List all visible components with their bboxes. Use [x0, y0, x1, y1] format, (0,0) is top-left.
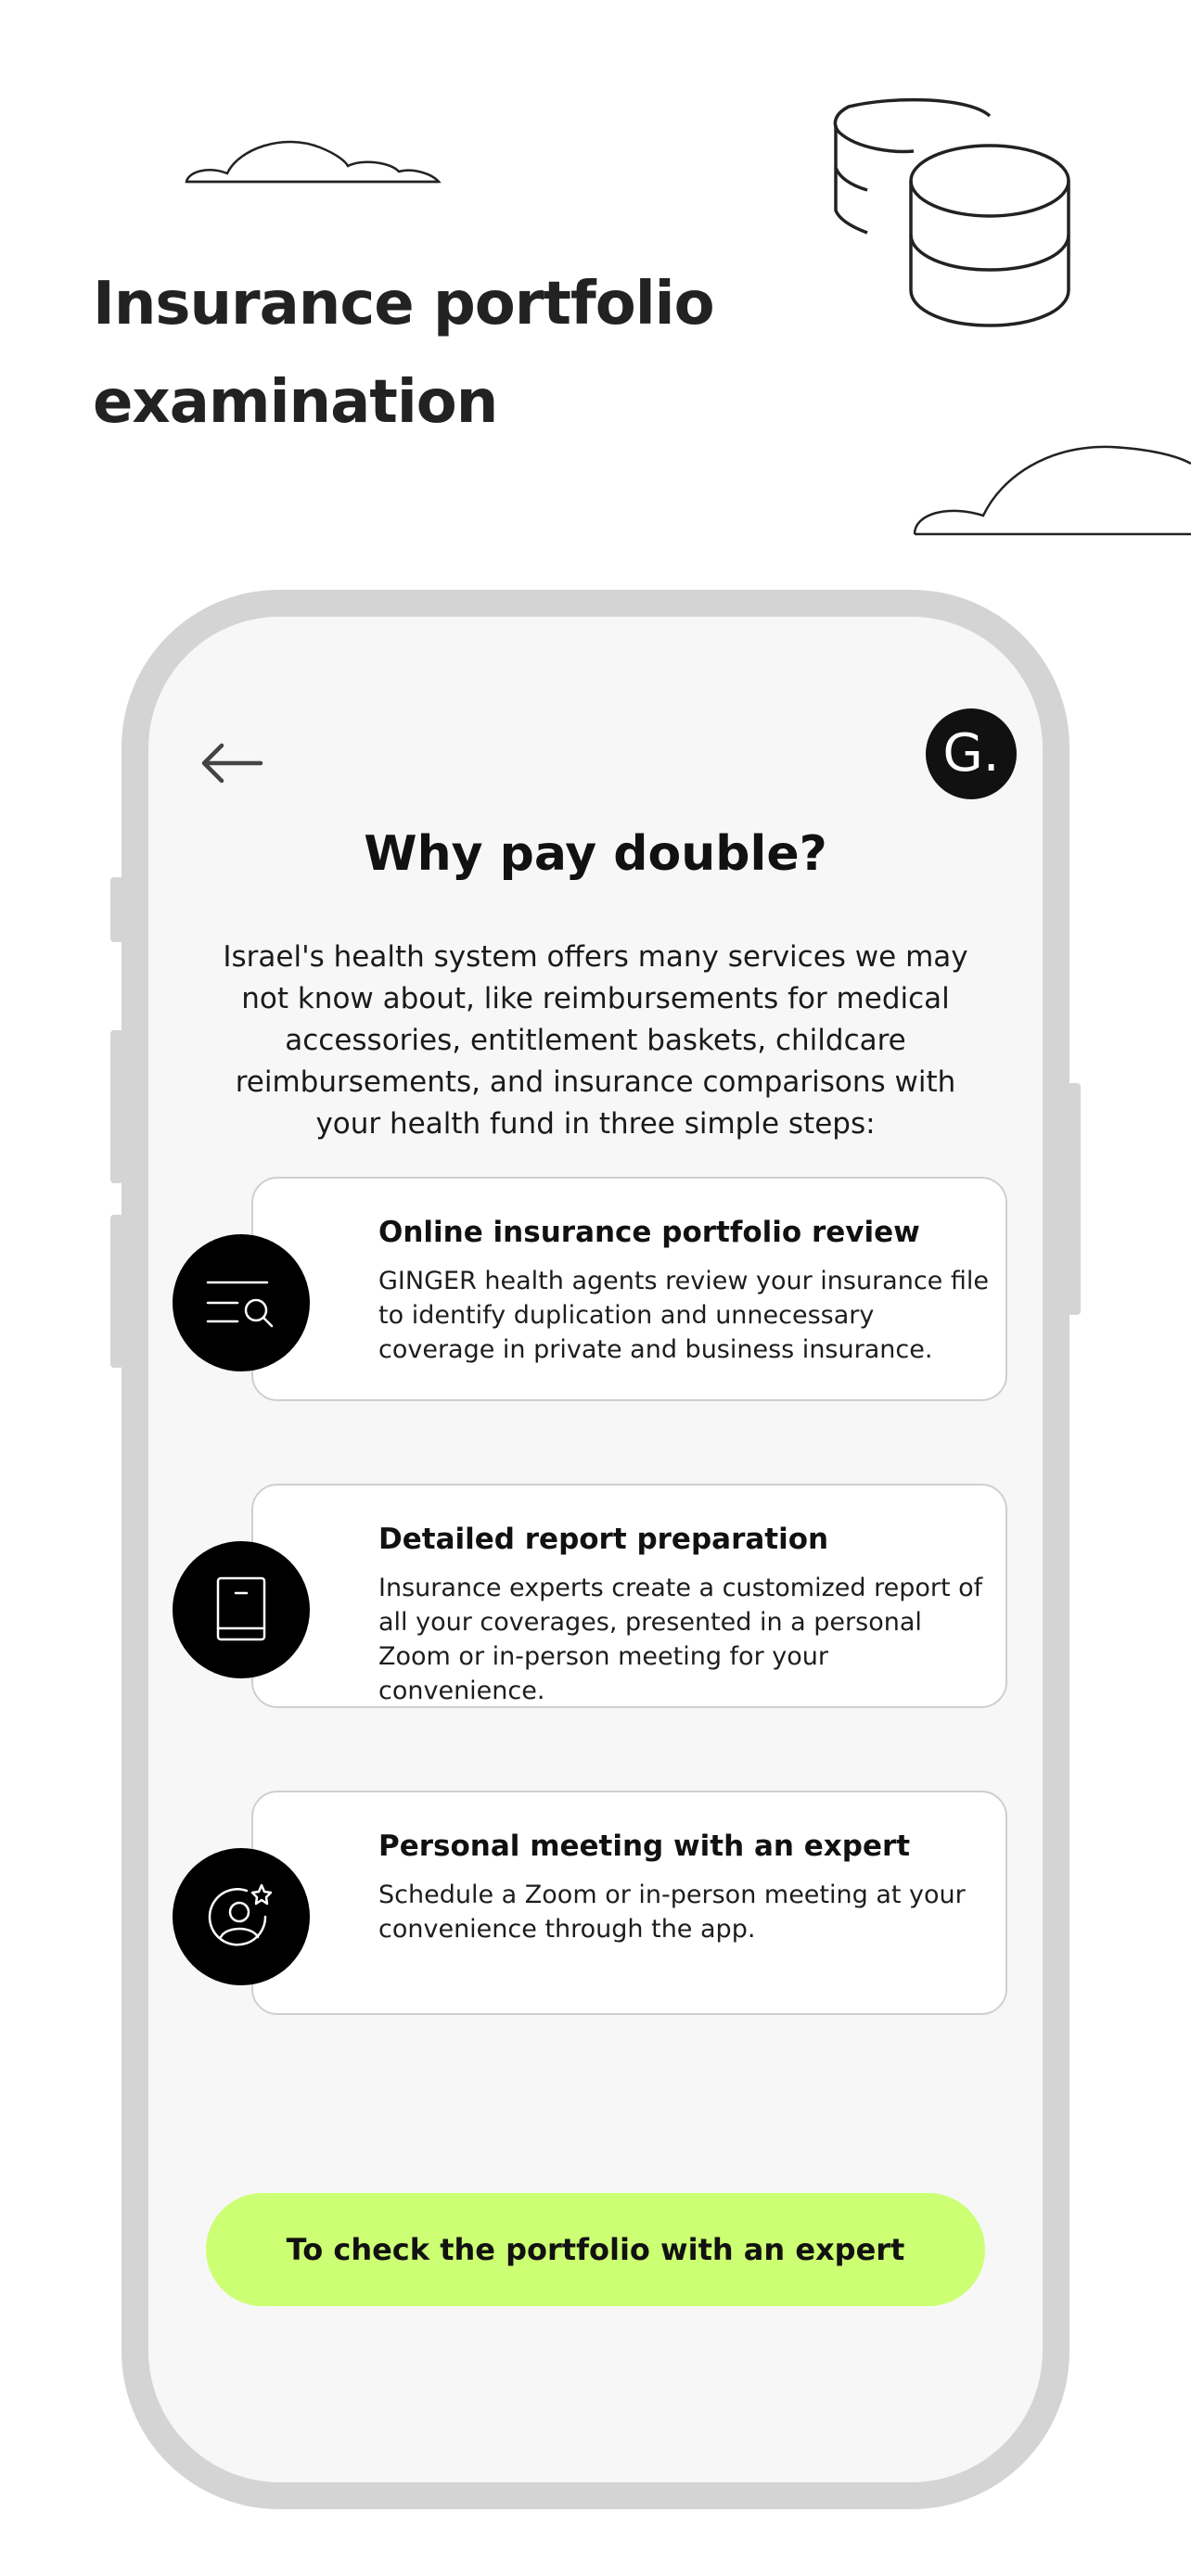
step-icon-badge [173, 1234, 310, 1371]
step-icon-badge [173, 1848, 310, 1985]
search-list-icon [204, 1275, 278, 1331]
report-book-icon [213, 1575, 269, 1645]
step-card [251, 1484, 1007, 1708]
intro-text: Israel's health system offers many services we may not know about, like reimbursements for medical accessories, entitlement baskets, childcare reimbursements, and insurance comparisons with your health fund in three simple steps: [223, 940, 968, 1141]
step-item [148, 1791, 1043, 2019]
check-portfolio-button-label: To check the portfolio with an expert [286, 2232, 905, 2267]
step-title: Personal meeting with an expert [378, 1830, 911, 1863]
back-button[interactable] [195, 735, 269, 791]
expert-avatar-icon [204, 1880, 278, 1954]
step-description: GINGER health agents review your insurance file to identify duplication and unnecessary coverage in private and business insurance. [378, 1267, 989, 1364]
brand-logo [926, 708, 1017, 799]
step-icon-badge [173, 1541, 310, 1678]
screen-title: Why pay double? [364, 826, 827, 882]
step-card [251, 1791, 1007, 2015]
cloud-illustration-right [909, 436, 1191, 538]
page-title: Insurance portfolio examination [93, 270, 714, 437]
step-card [251, 1177, 1007, 1401]
phone-side-button [110, 877, 123, 942]
cloud-illustration-left [181, 125, 445, 185]
phone-side-button [110, 1215, 123, 1368]
brand-logo-text: G. [942, 723, 1000, 784]
phone-side-button [1068, 1083, 1081, 1315]
coins-illustration [830, 88, 1085, 338]
arrow-left-icon [199, 742, 264, 784]
app-screen [148, 617, 1043, 2482]
step-title: Online insurance portfolio review [378, 1216, 920, 1249]
phone-mockup [122, 590, 1069, 2509]
phone-side-button [110, 1030, 123, 1183]
step-item [148, 1177, 1043, 1405]
check-portfolio-button[interactable] [206, 2193, 985, 2306]
step-title: Detailed report preparation [378, 1523, 829, 1556]
step-description: Schedule a Zoom or in-person meeting at your convenience through the app. [378, 1881, 966, 1944]
step-item [148, 1484, 1043, 1712]
step-description: Insurance experts create a customized report of all your coverages, presented in a personal Zoom or in-person meeting for your convenience. [378, 1574, 983, 1705]
